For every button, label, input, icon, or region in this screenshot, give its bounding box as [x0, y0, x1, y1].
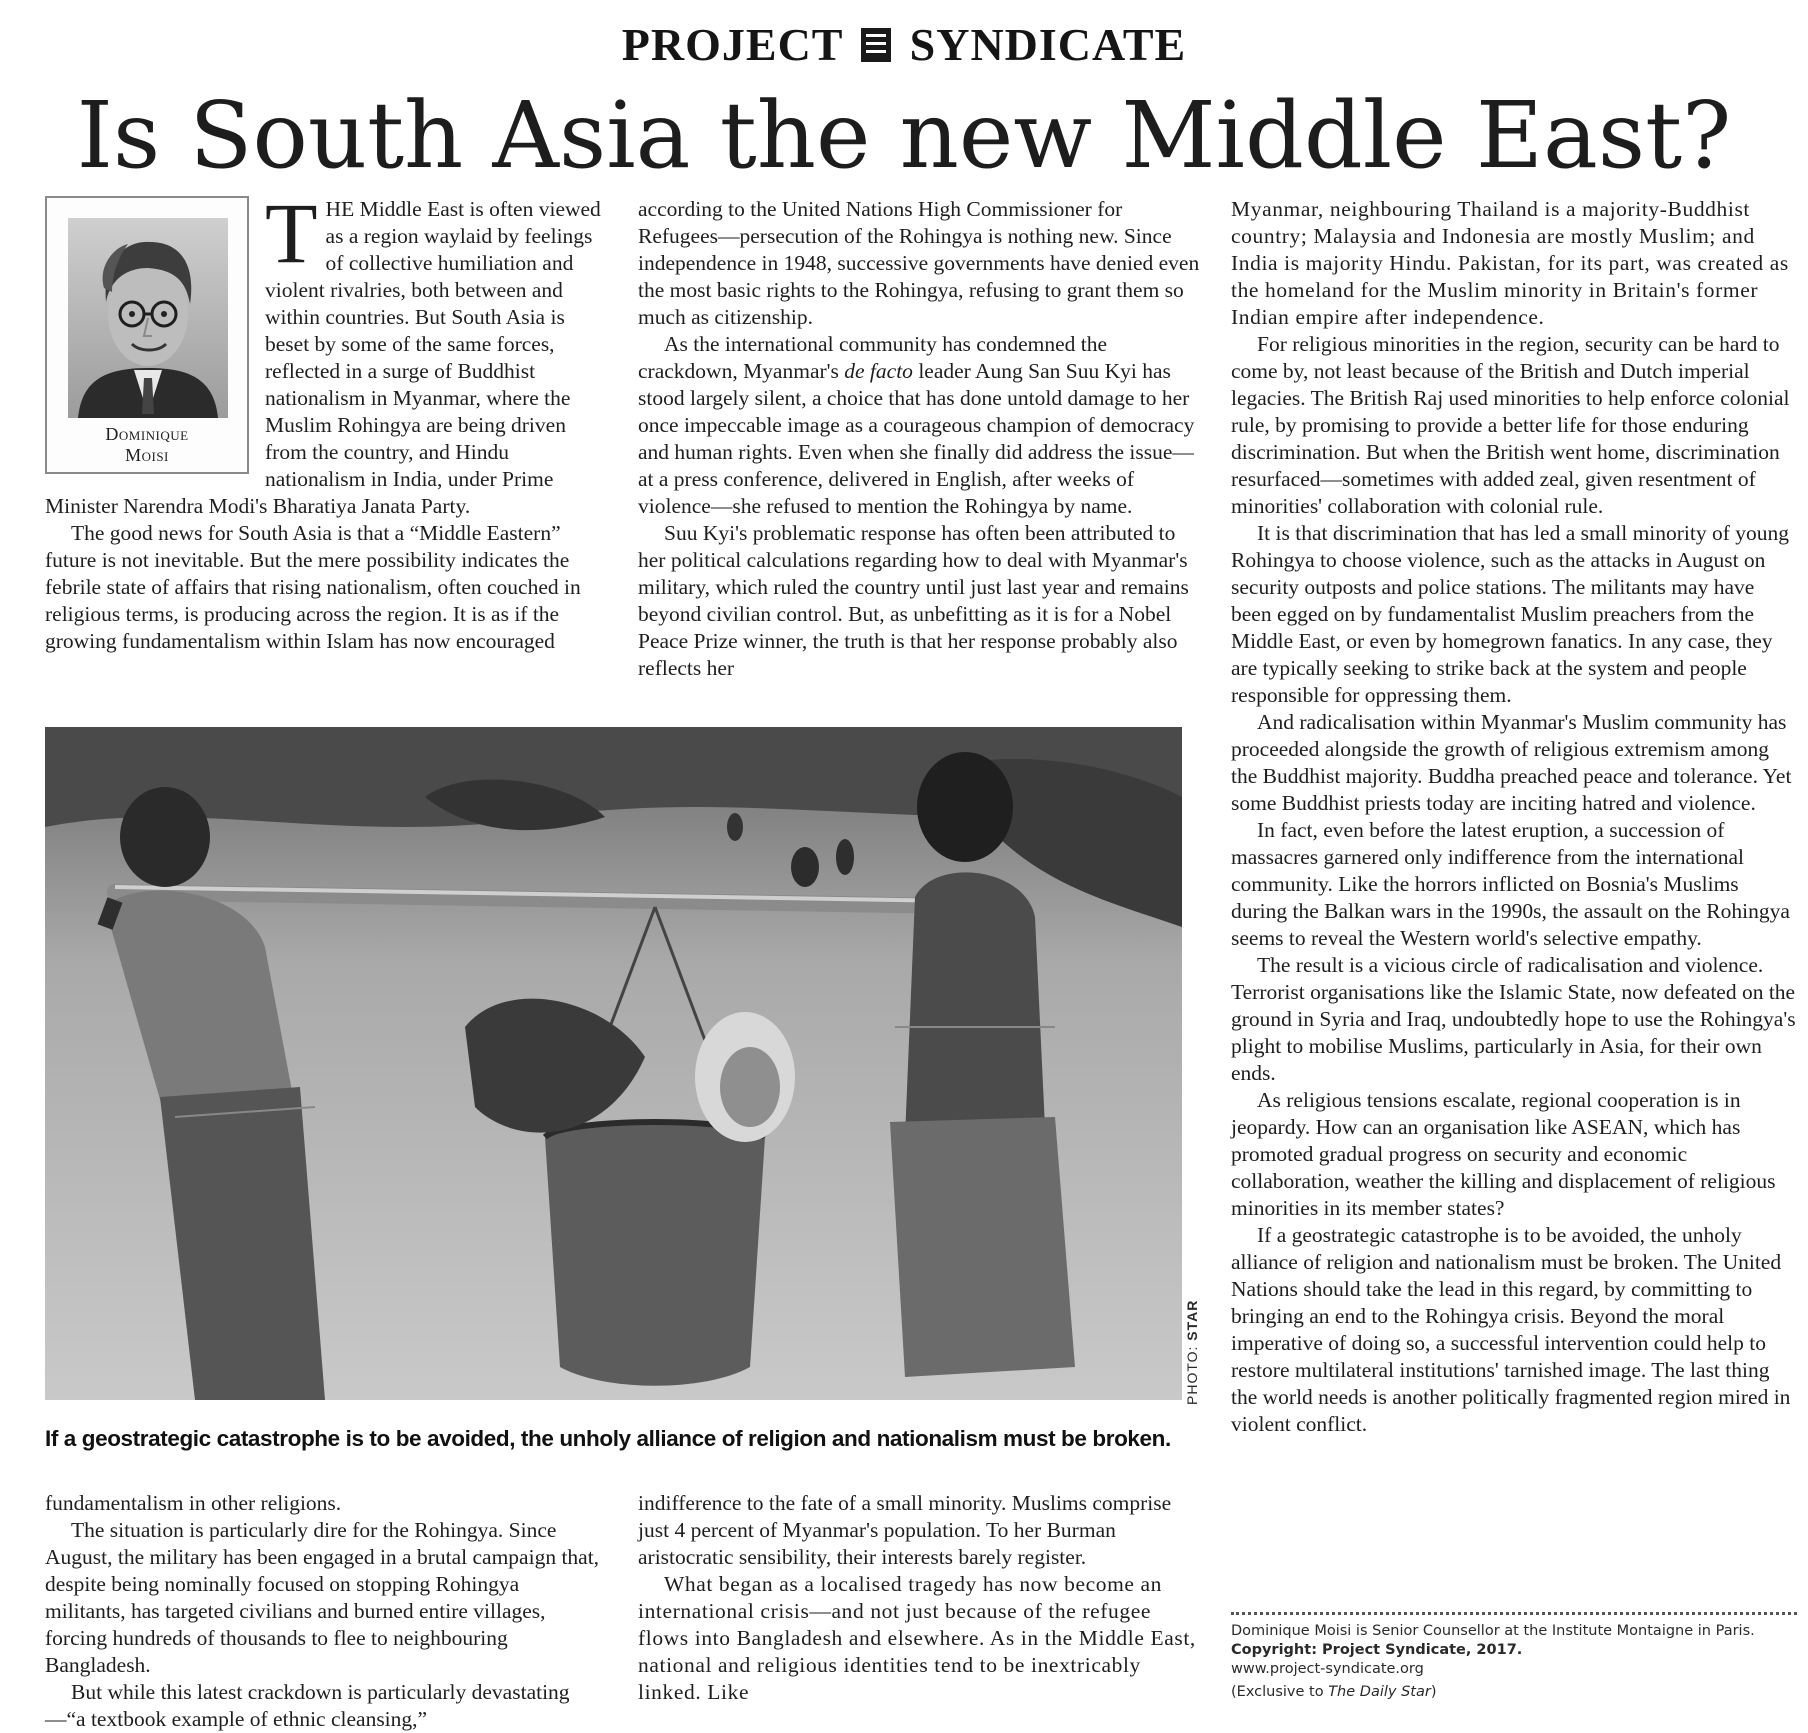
masthead	[0, 18, 1808, 71]
paragraph: indifference to the fate of a small minority. Muslims comprise just 4 percent of Myanmar's population. To her Burman aristocratic sensibility, their interests barely register.	[638, 1491, 1172, 1569]
divider	[1231, 1612, 1797, 1615]
paragraph: If a geostrategic catastrophe is to be avoided, the unholy alliance of religion and nationalism must be broken. The United Nations should take the lead in this regard, by committing to bringing an end to the Rohingya crisis. Beyond the moral imperative of doing so, a successful intervention could help to restore multilateral institutions' tarnished image. The last thing the world needs is another politically fragmented region mired in violent conflict.	[1231, 1223, 1791, 1436]
italic-text: de facto	[844, 359, 913, 383]
paragraph-text: leader Aung San Suu Kyi has stood largely silent, a choice that has done untold damage to her once impeccable image as a courageous champion of democracy and human rights. Even when she finally did address the issue—at a press conference, delivered in English, after weeks of violence—she refused to mention the Rohingya by name.	[638, 359, 1195, 518]
masthead-left: PROJECT	[621, 19, 843, 70]
paragraph: What began as a localised tragedy has now become an international crisis—and not just because of the refugee flows into Bangladesh and elsewhere. As in the Middle East, national and religious identities tend to be inextricably linked. Like	[638, 1572, 1196, 1704]
article-column-2-top	[638, 196, 1203, 682]
paragraph: fundamentalism in other religions.	[45, 1491, 342, 1515]
paragraph: according to the United Nations High Commissioner for Refugees—persecution of the Rohingya is nothing new. Since independence in 1948, successive governments have denied even the most basic rights to the Rohingya, refusing to grant them so much as citizenship.	[638, 197, 1200, 329]
paragraph: The situation is particularly dire for the Rohingya. Since August, the military has been engaged in a brutal campaign that, despite being nominally focused on stopping Rohingya militants, has targeted civilians and burned entire villages, forcing hundreds of thousands to flee to neighbouring Bangladesh.	[45, 1518, 600, 1677]
paragraph-text: HE Middle East is often viewed as a region waylaid by feelings of collective humiliation and violent rivalries, both between and within countries. But South Asia is beset by some of the same forces, reflected in a surge of Buddhist nationalism in Myanmar, where the Muslim Rohingya are being driven from the country, and Hindu nationalism in India, under Prime Minister Narendra Modi's Bharatiya Janata Party.	[45, 197, 601, 518]
paragraph: But while this latest crackdown is particularly devastating—“a textbook example of ethnic cleansing,”	[45, 1680, 570, 1731]
paragraph: Myanmar, neighbouring Thailand is a majority-Buddhist country; Malaysia and Indonesia are mostly Muslim; and India is majority Hindu. Pakistan, for its part, was created as the homeland for the Muslim minority in Britain's former Indian empire after independence.	[1231, 197, 1789, 329]
photo-credit-prefix: PHOTO:	[1184, 1340, 1200, 1405]
bio-line: Dominique Moisi is Senior Counsellor at the Institute Montaigne in Paris.	[1231, 1623, 1755, 1639]
paragraph: It is that discrimination that has led a small minority of young Rohingya to choose violence, such as the attacks in August on security outposts and police stations. The militants may have been egged on by fundamentalist Muslim preachers from the Middle East, or even by homegrown fanatics. In any case, they are typically seeking to strike back at the system and people responsible for oppressing them.	[1231, 521, 1790, 707]
exclusive-suffix: )	[1430, 1684, 1437, 1700]
syndicate-logo-icon	[861, 28, 891, 62]
paragraph: As religious tensions escalate, regional cooperation is in jeopardy. How can an organisation like ASEAN, which has promoted gradual progress on security and economic collaboration, weather the killing and displacement of religious minorities in its member states?	[1231, 1088, 1776, 1220]
author-name-line2: Moisi	[125, 445, 169, 465]
paragraph	[638, 331, 1203, 520]
photo-credit	[1184, 1285, 1204, 1405]
paragraph: The result is a vicious circle of radicalisation and violence. Terrorist organisations like the Islamic State, now defeated on the ground in Syria and Iraq, undoubtedly hope to use the Rohingya's plight to mobilise Muslims, particularly in Asia, for their own ends.	[1231, 953, 1796, 1085]
author-bio	[1231, 1622, 1797, 1702]
copyright: Copyright: Project Syndicate, 2017.	[1231, 1642, 1523, 1658]
author-name-line1: Dominique	[105, 424, 189, 444]
photo-caption: If a geostrategic catastrophe is to be avoided, the unholy alliance of religion and nationalism must be broken.	[45, 1426, 1171, 1451]
paragraph: For religious minorities in the region, security can be hard to come by, not least because of the British and Dutch imperial legacies. The British Raj used minorities to help enforce colonial rule, by promising to provide a better life for those enduring discrimination. But when the British went home, discrimination resurfaced—sometimes with added zeal, given resentment of minorities' collaboration with colonial rule.	[1231, 332, 1790, 518]
exclusive-note	[1231, 1683, 1797, 1702]
newspaper-name: The Daily Star	[1328, 1684, 1431, 1700]
author-name	[47, 424, 247, 466]
article-column-1-bottom	[45, 1490, 605, 1733]
drop-cap: T	[265, 185, 318, 281]
exclusive-prefix: (Exclusive to	[1231, 1684, 1329, 1700]
article-column-3	[1231, 196, 1797, 1438]
photo-credit-name: STAR	[1184, 1299, 1200, 1341]
paragraph-text: As the international community has condemned the crackdown, Myanmar's	[638, 332, 1108, 383]
masthead-right: SYNDICATE	[909, 19, 1187, 70]
paragraph: In fact, even before the latest eruption, a succession of massacres garnered only indifference from the international community. Like the horrors inflicted on Bosnia's Muslims during the Balkan wars in the 1990s, the assault on the Rohingya seems to reveal the Western world's selective empathy.	[1231, 818, 1790, 950]
paragraph: And radicalisation within Myanmar's Muslim community has proceeded alongside the growth of religious extremism among the Buddhist majority. Buddha preached peace and tolerance. Yet some Buddhist priests today are inciting hatred and violence.	[1231, 710, 1792, 815]
website-url: www.project-syndicate.org	[1231, 1661, 1424, 1677]
news-photo	[45, 727, 1182, 1400]
author-portrait	[68, 218, 228, 418]
paragraph: Suu Kyi's problematic response has often been attributed to her political calculations regarding how to deal with Myanmar's military, which ruled the country until just last year and remains beyond civilian control. But, as unbefitting as it is for a Nobel Peace Prize winner, the truth is that her response probably also reflects her	[638, 521, 1189, 680]
article-column-2-bottom	[638, 1490, 1203, 1706]
article-column-1-top	[45, 185, 605, 655]
author-box	[45, 196, 249, 474]
headline: Is South Asia the new Middle East?	[76, 82, 1732, 189]
paragraph: The good news for South Asia is that a “Middle Eastern” future is not inevitable. But the mere possibility indicates the febrile state of affairs that rising nationalism, often couched in religious terms, is producing across the region. It is as if the growing fundamentalism within Islam has now encouraged	[45, 521, 581, 653]
